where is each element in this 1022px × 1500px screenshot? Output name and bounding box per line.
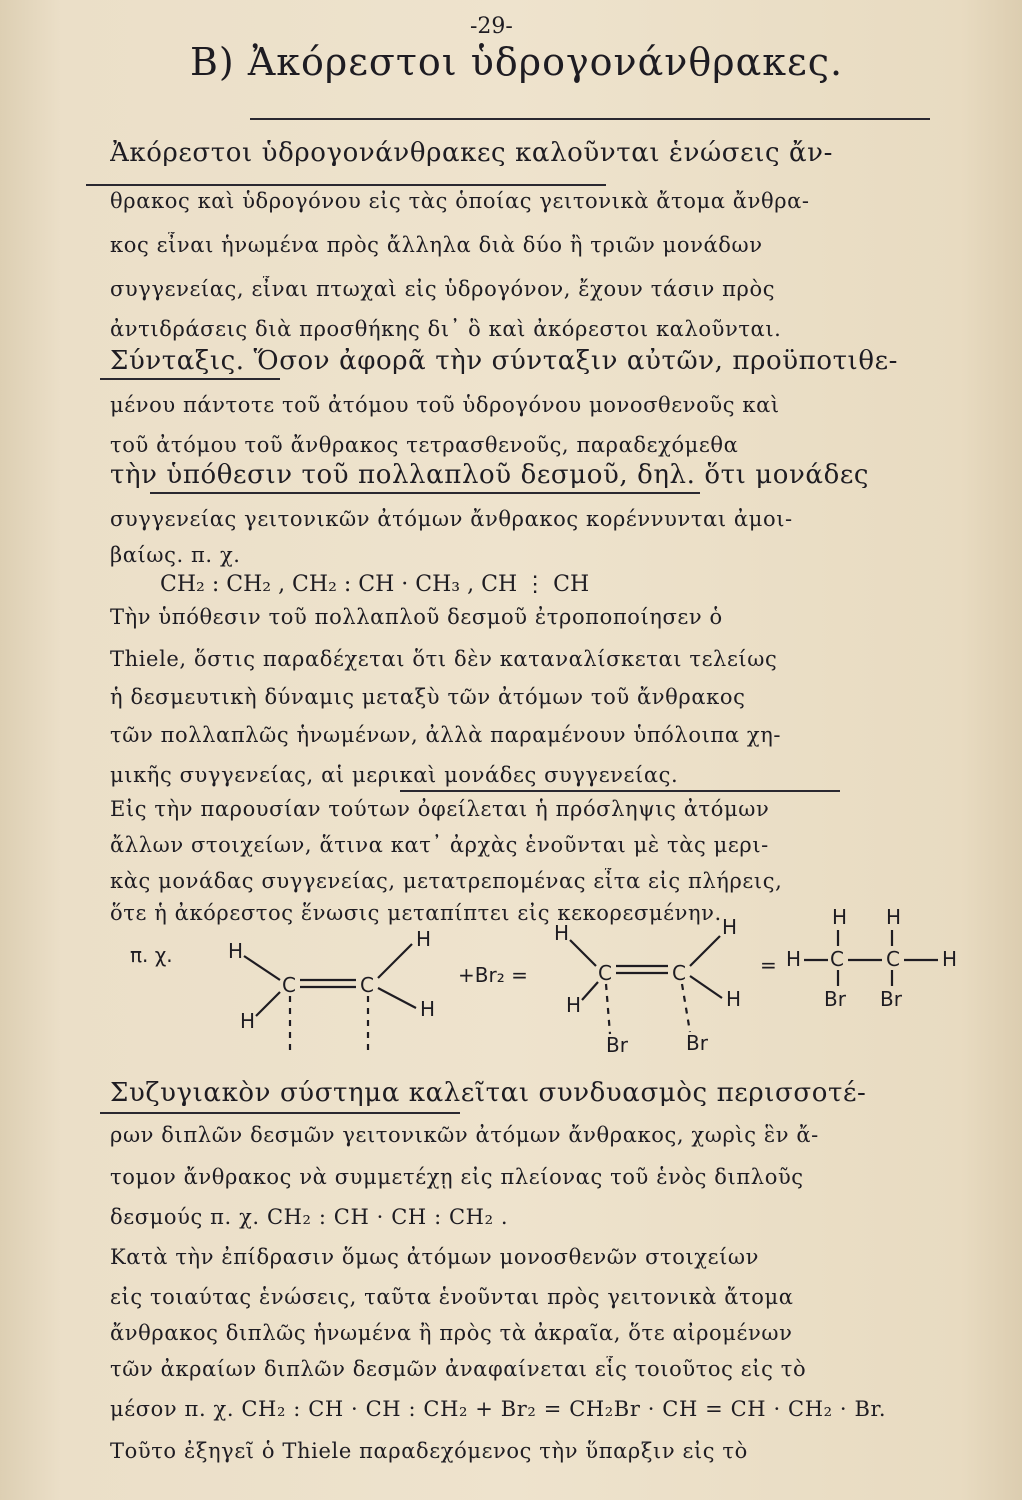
bond bbox=[244, 956, 280, 980]
thiele-line-2: Thiele, ὅστις παραδέχεται ὅτι δὲν καταναλίσκεται τελείως bbox=[110, 647, 778, 671]
atom-c: C bbox=[672, 961, 686, 985]
section-title: Β) Ἀκόρεστοι ὑδρογονάνθρακες. bbox=[190, 40, 844, 84]
example-formulas: CH₂ : CH₂ , CH₂ : CH · CH₃ , CH ⋮ CH bbox=[160, 572, 590, 597]
term-underline bbox=[150, 492, 700, 494]
atom-h: H bbox=[726, 987, 742, 1011]
partial-valence bbox=[606, 984, 610, 1034]
atom-h: H bbox=[786, 947, 802, 971]
conjugated-line-3: τομον ἄνθρακος νὰ συμμετέχῃ εἰς πλείονας τοῦ ἑνὸς διπλοῦς bbox=[110, 1165, 804, 1189]
bond bbox=[570, 940, 596, 966]
atom-h: H bbox=[420, 997, 436, 1021]
thiele-line-5: μικῆς συγγενείας, αἱ μερικαὶ μονάδες συγγενείας. bbox=[110, 763, 679, 787]
thiele-line-3: ἡ δεσμευτικὴ δύναμις μεταξὺ τῶν ἀτόμων τοῦ ἄνθρακος bbox=[110, 685, 746, 709]
term-underline bbox=[400, 790, 840, 792]
addition-line-1: Κατὰ τὴν ἐπίδρασιν ὅμως ἀτόμων μονοσθενῶν στοιχείων bbox=[110, 1245, 760, 1269]
conjugated-line-1: Συζυγιακὸν σύστημα καλεῖται συνδυασμὸς περισσοτέ- bbox=[110, 1080, 867, 1106]
bond bbox=[690, 936, 720, 966]
atom-br: Br bbox=[824, 987, 846, 1011]
definition-line-5: ἀντιδράσεις διὰ προσθήκης δι᾿ ὃ καὶ ἀκόρεστοι καλοῦνται. bbox=[110, 317, 782, 341]
thiele-line-9: ὅτε ἡ ἀκόρεστος ἕνωσις μεταπίπτει εἰς κεκορεσμένην. bbox=[110, 901, 722, 925]
atom-c: C bbox=[282, 973, 296, 997]
thiele-line-7: ἄλλων στοιχείων, ἅτινα κατ᾿ ἀρχὰς ἑνοῦνται μὲ τὰς μερι- bbox=[110, 833, 769, 857]
syntax-line-4: τὴν ὑπόθεσιν τοῦ πολλαπλοῦ δεσμοῦ, δηλ. ὅτι μονάδες bbox=[110, 462, 870, 488]
syntax-line-5: συγγενείας γειτονικῶν ἀτόμων ἄνθρακος κορέννυνται ἀμοι- bbox=[110, 507, 793, 531]
atom-c: C bbox=[598, 961, 612, 985]
addition-line-3: ἄνθρακος διπλῶς ἡνωμένα ἢ πρὸς τὰ ἀκραῖα, ὅτε αἰρομένων bbox=[110, 1321, 793, 1345]
diagram-px-label: π. χ. bbox=[130, 943, 173, 967]
syntax-line-2: μένου πάντοτε τοῦ ἀτόμου τοῦ ὑδρογόνου μονοσθενοῦς καὶ bbox=[110, 393, 780, 417]
atom-h: H bbox=[566, 993, 582, 1017]
bond bbox=[378, 988, 416, 1008]
atom-h: H bbox=[554, 921, 570, 945]
term-underline bbox=[86, 184, 606, 186]
conjugated-line-2: ρων διπλῶν δεσμῶν γειτονικῶν ἀτόμων ἄνθρακος, χωρὶς ἓν ἄ- bbox=[110, 1123, 819, 1147]
atom-br: Br bbox=[880, 987, 902, 1011]
atom-c: C bbox=[360, 973, 374, 997]
definition-line-1: Ἀκόρεστοι ὑδρογονάνθρακες καλοῦνται ἑνώσεις ἄν- bbox=[110, 140, 833, 166]
atom-br: Br bbox=[606, 1033, 628, 1057]
definition-line-4: συγγενείας, εἶναι πτωχαὶ εἰς ὑδρογόνον, ἔχουν τάσιν πρὸς bbox=[110, 277, 776, 301]
syntax-line-1: Σύνταξις. Ὅσον ἀφορᾶ τὴν σύνταξιν αὐτῶν, προϋποτιθε- bbox=[110, 348, 899, 374]
addition-line-4: τῶν ἀκραίων διπλῶν δεσμῶν ἀναφαίνεται εἷς τοιοῦτος εἰς τὸ bbox=[110, 1357, 807, 1381]
bromine-reagent: +Br₂ = bbox=[458, 963, 528, 987]
term-underline bbox=[100, 1112, 460, 1114]
conjugated-line-4: δεσμούς π. χ. CH₂ : CH · CH : CH₂ . bbox=[110, 1205, 509, 1229]
atom-c: C bbox=[886, 947, 900, 971]
thiele-line-8: κὰς μονάδας συγγενείας, μετατρεπομένας εἶτα εἰς πλήρεις, bbox=[110, 869, 783, 893]
atom-h: H bbox=[240, 1009, 256, 1033]
atom-h: H bbox=[722, 915, 738, 939]
atom-h: H bbox=[416, 927, 432, 951]
thiele-line-4: τῶν πολλαπλῶς ἡνωμένων, ἀλλὰ παραμένουν ὑπόλοιπα χη- bbox=[110, 723, 782, 747]
bond bbox=[256, 992, 280, 1016]
definition-line-3: κος εἶναι ἡνωμένα πρὸς ἄλληλα διὰ δύο ἢ τριῶν μονάδων bbox=[110, 233, 763, 257]
definition-line-2: θρακος καὶ ὑδρογόνου εἰς τὰς ὁποίας γειτονικὰ ἄτομα ἄνθρα- bbox=[110, 189, 810, 213]
term-underline bbox=[100, 378, 280, 380]
atom-h: H bbox=[228, 939, 244, 963]
atom-h: H bbox=[832, 905, 848, 929]
addition-line-2: εἰς τοιαύτας ἑνώσεις, ταῦτα ἑνοῦνται πρὸς γειτονικὰ ἄτομα bbox=[110, 1285, 794, 1309]
equals-sign: = bbox=[760, 953, 777, 977]
atom-h: H bbox=[942, 947, 958, 971]
atom-br: Br bbox=[686, 1031, 708, 1055]
addition-line-6: Τοῦτο ἐξηγεῖ ὁ Thiele παραδεχόμενος τὴν ὕπαρξιν εἰς τὸ bbox=[110, 1439, 748, 1463]
atom-h: H bbox=[886, 905, 902, 929]
thiele-line-1: Τὴν ὑπόθεσιν τοῦ πολλαπλοῦ δεσμοῦ ἐτροποποίησεν ὁ bbox=[110, 605, 723, 629]
title-underline bbox=[250, 118, 930, 120]
page-number: -29- bbox=[470, 14, 513, 39]
partial-valence bbox=[682, 984, 690, 1032]
addition-line-5: μέσον π. χ. CH₂ : CH · CH : CH₂ + Br₂ = CH₂Br · CH = CH · CH₂ · Br. bbox=[110, 1397, 887, 1421]
bond bbox=[378, 944, 412, 978]
syntax-line-6: βαίως. π. χ. bbox=[110, 543, 241, 567]
atom-c: C bbox=[830, 947, 844, 971]
bond bbox=[582, 982, 598, 1000]
thiele-line-6: Εἰς τὴν παρουσίαν τούτων ὀφείλεται ἡ πρόσληψις ἀτόμων bbox=[110, 797, 770, 821]
bond bbox=[690, 976, 722, 998]
syntax-line-3: τοῦ ἀτόμου τοῦ ἄνθρακος τετρασθενοῦς, παραδεχόμεθα bbox=[110, 433, 739, 457]
bromine-addition-diagram bbox=[110, 900, 990, 1060]
